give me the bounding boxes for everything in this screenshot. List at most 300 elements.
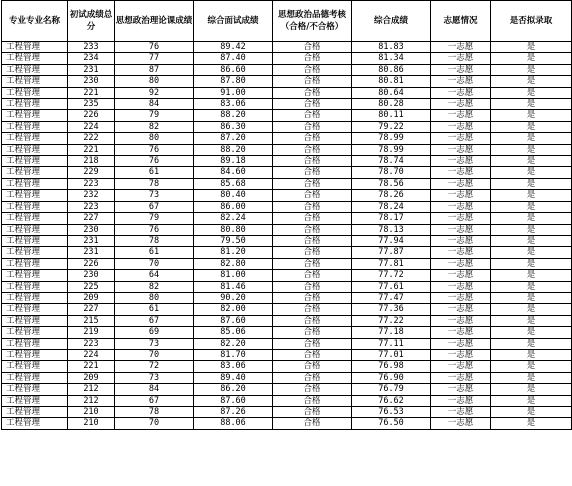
table-row	[2, 224, 572, 235]
cell-interview-score: 84.60	[194, 167, 273, 178]
cell-major: 工程管理	[2, 167, 68, 178]
cell-initial-score: 224	[68, 349, 115, 360]
cell-interview-score: 91.00	[194, 87, 273, 98]
cell-interview-score: 79.50	[194, 235, 273, 246]
cell-admitted: 是	[491, 292, 572, 303]
cell-major: 工程管理	[2, 235, 68, 246]
cell-moral-assessment: 合格	[273, 338, 352, 349]
cell-politics-score: 73	[115, 338, 194, 349]
cell-overall-score: 78.99	[352, 144, 431, 155]
cell-initial-score: 221	[68, 87, 115, 98]
cell-admitted: 是	[491, 53, 572, 64]
cell-major: 工程管理	[2, 407, 68, 418]
table-row	[2, 407, 572, 418]
cell-politics-score: 80	[115, 76, 194, 87]
cell-initial-score: 226	[68, 110, 115, 121]
header-moral-assessment: 思想政治品德考核（合格/不合格）	[273, 1, 352, 42]
cell-politics-score: 64	[115, 270, 194, 281]
cell-politics-score: 67	[115, 315, 194, 326]
cell-overall-score: 76.62	[352, 395, 431, 406]
cell-moral-assessment: 合格	[273, 270, 352, 281]
table-row	[2, 292, 572, 303]
cell-major: 工程管理	[2, 213, 68, 224]
cell-major: 工程管理	[2, 361, 68, 372]
cell-overall-score: 78.26	[352, 190, 431, 201]
cell-admitted: 是	[491, 178, 572, 189]
cell-preference: 一志愿	[431, 121, 491, 132]
cell-overall-score: 76.53	[352, 407, 431, 418]
cell-admitted: 是	[491, 213, 572, 224]
cell-initial-score: 230	[68, 76, 115, 87]
cell-moral-assessment: 合格	[273, 76, 352, 87]
cell-moral-assessment: 合格	[273, 361, 352, 372]
cell-preference: 一志愿	[431, 338, 491, 349]
cell-politics-score: 82	[115, 281, 194, 292]
cell-initial-score: 209	[68, 372, 115, 383]
cell-overall-score: 81.83	[352, 42, 431, 53]
cell-overall-score: 77.87	[352, 247, 431, 258]
cell-moral-assessment: 合格	[273, 304, 352, 315]
cell-politics-score: 78	[115, 178, 194, 189]
cell-moral-assessment: 合格	[273, 167, 352, 178]
cell-admitted: 是	[491, 384, 572, 395]
cell-major: 工程管理	[2, 270, 68, 281]
cell-moral-assessment: 合格	[273, 292, 352, 303]
cell-moral-assessment: 合格	[273, 213, 352, 224]
cell-politics-score: 92	[115, 87, 194, 98]
cell-politics-score: 76	[115, 156, 194, 167]
cell-interview-score: 88.20	[194, 110, 273, 121]
table-row	[2, 53, 572, 64]
table-row	[2, 327, 572, 338]
cell-major: 工程管理	[2, 76, 68, 87]
cell-initial-score: 227	[68, 304, 115, 315]
cell-preference: 一志愿	[431, 53, 491, 64]
cell-moral-assessment: 合格	[273, 42, 352, 53]
cell-politics-score: 72	[115, 361, 194, 372]
cell-admitted: 是	[491, 201, 572, 212]
cell-preference: 一志愿	[431, 144, 491, 155]
cell-initial-score: 212	[68, 384, 115, 395]
cell-interview-score: 81.46	[194, 281, 273, 292]
cell-admitted: 是	[491, 281, 572, 292]
cell-preference: 一志愿	[431, 178, 491, 189]
cell-admitted: 是	[491, 110, 572, 121]
cell-initial-score: 212	[68, 395, 115, 406]
cell-preference: 一志愿	[431, 372, 491, 383]
cell-politics-score: 76	[115, 224, 194, 235]
cell-moral-assessment: 合格	[273, 87, 352, 98]
cell-politics-score: 84	[115, 99, 194, 110]
cell-admitted: 是	[491, 338, 572, 349]
cell-politics-score: 76	[115, 42, 194, 53]
table-row	[2, 76, 572, 87]
cell-preference: 一志愿	[431, 133, 491, 144]
cell-preference: 一志愿	[431, 395, 491, 406]
cell-politics-score: 87	[115, 64, 194, 75]
cell-overall-score: 77.18	[352, 327, 431, 338]
cell-major: 工程管理	[2, 42, 68, 53]
cell-politics-score: 73	[115, 190, 194, 201]
cell-major: 工程管理	[2, 327, 68, 338]
cell-overall-score: 76.50	[352, 418, 431, 429]
cell-interview-score: 80.80	[194, 224, 273, 235]
cell-moral-assessment: 合格	[273, 327, 352, 338]
cell-moral-assessment: 合格	[273, 247, 352, 258]
cell-interview-score: 86.60	[194, 64, 273, 75]
cell-admitted: 是	[491, 327, 572, 338]
cell-politics-score: 82	[115, 121, 194, 132]
cell-admitted: 是	[491, 258, 572, 269]
cell-initial-score: 221	[68, 361, 115, 372]
cell-overall-score: 80.81	[352, 76, 431, 87]
cell-interview-score: 88.06	[194, 418, 273, 429]
cell-interview-score: 86.30	[194, 121, 273, 132]
table-row	[2, 213, 572, 224]
cell-politics-score: 78	[115, 235, 194, 246]
cell-interview-score: 89.18	[194, 156, 273, 167]
cell-moral-assessment: 合格	[273, 395, 352, 406]
cell-politics-score: 67	[115, 201, 194, 212]
cell-interview-score: 89.40	[194, 372, 273, 383]
cell-moral-assessment: 合格	[273, 110, 352, 121]
cell-preference: 一志愿	[431, 167, 491, 178]
table-row	[2, 110, 572, 121]
cell-preference: 一志愿	[431, 64, 491, 75]
cell-preference: 一志愿	[431, 190, 491, 201]
cell-overall-score: 76.79	[352, 384, 431, 395]
cell-overall-score: 78.24	[352, 201, 431, 212]
table-row	[2, 144, 572, 155]
cell-major: 工程管理	[2, 224, 68, 235]
cell-major: 工程管理	[2, 178, 68, 189]
cell-overall-score: 77.22	[352, 315, 431, 326]
cell-politics-score: 76	[115, 144, 194, 155]
cell-interview-score: 81.20	[194, 247, 273, 258]
cell-initial-score: 223	[68, 338, 115, 349]
cell-politics-score: 70	[115, 258, 194, 269]
cell-overall-score: 80.11	[352, 110, 431, 121]
cell-admitted: 是	[491, 190, 572, 201]
cell-preference: 一志愿	[431, 292, 491, 303]
cell-moral-assessment: 合格	[273, 407, 352, 418]
cell-major: 工程管理	[2, 144, 68, 155]
cell-admitted: 是	[491, 372, 572, 383]
cell-initial-score: 209	[68, 292, 115, 303]
cell-major: 工程管理	[2, 99, 68, 110]
cell-major: 工程管理	[2, 395, 68, 406]
cell-interview-score: 83.06	[194, 361, 273, 372]
cell-preference: 一志愿	[431, 384, 491, 395]
cell-major: 工程管理	[2, 201, 68, 212]
cell-moral-assessment: 合格	[273, 258, 352, 269]
cell-preference: 一志愿	[431, 213, 491, 224]
cell-overall-score: 77.36	[352, 304, 431, 315]
cell-admitted: 是	[491, 133, 572, 144]
cell-major: 工程管理	[2, 292, 68, 303]
table-row	[2, 133, 572, 144]
header-interview-score: 综合面试成绩	[194, 1, 273, 42]
cell-initial-score: 219	[68, 327, 115, 338]
cell-overall-score: 78.56	[352, 178, 431, 189]
cell-moral-assessment: 合格	[273, 178, 352, 189]
cell-initial-score: 223	[68, 201, 115, 212]
cell-interview-score: 89.42	[194, 42, 273, 53]
cell-major: 工程管理	[2, 372, 68, 383]
cell-moral-assessment: 合格	[273, 99, 352, 110]
cell-major: 工程管理	[2, 121, 68, 132]
cell-interview-score: 87.80	[194, 76, 273, 87]
cell-preference: 一志愿	[431, 235, 491, 246]
cell-preference: 一志愿	[431, 110, 491, 121]
cell-initial-score: 226	[68, 258, 115, 269]
table-row	[2, 201, 572, 212]
cell-admitted: 是	[491, 99, 572, 110]
cell-major: 工程管理	[2, 110, 68, 121]
cell-overall-score: 78.17	[352, 213, 431, 224]
cell-initial-score: 210	[68, 407, 115, 418]
cell-politics-score: 73	[115, 372, 194, 383]
table-row	[2, 349, 572, 360]
header-politics-score: 思想政治理论课成绩	[115, 1, 194, 42]
cell-overall-score: 78.99	[352, 133, 431, 144]
table-row	[2, 418, 572, 429]
cell-moral-assessment: 合格	[273, 315, 352, 326]
cell-admitted: 是	[491, 42, 572, 53]
cell-initial-score: 233	[68, 42, 115, 53]
cell-admitted: 是	[491, 87, 572, 98]
cell-moral-assessment: 合格	[273, 224, 352, 235]
cell-interview-score: 82.80	[194, 258, 273, 269]
cell-overall-score: 80.64	[352, 87, 431, 98]
cell-overall-score: 77.47	[352, 292, 431, 303]
cell-politics-score: 80	[115, 133, 194, 144]
cell-politics-score: 84	[115, 384, 194, 395]
table-row	[2, 235, 572, 246]
cell-initial-score: 235	[68, 99, 115, 110]
cell-admitted: 是	[491, 121, 572, 132]
table-row	[2, 167, 572, 178]
cell-preference: 一志愿	[431, 315, 491, 326]
cell-preference: 一志愿	[431, 407, 491, 418]
cell-initial-score: 227	[68, 213, 115, 224]
cell-politics-score: 69	[115, 327, 194, 338]
cell-admitted: 是	[491, 315, 572, 326]
cell-initial-score: 225	[68, 281, 115, 292]
cell-major: 工程管理	[2, 133, 68, 144]
cell-major: 工程管理	[2, 338, 68, 349]
cell-politics-score: 79	[115, 213, 194, 224]
cell-initial-score: 224	[68, 121, 115, 132]
cell-admitted: 是	[491, 407, 572, 418]
cell-preference: 一志愿	[431, 42, 491, 53]
cell-politics-score: 61	[115, 304, 194, 315]
cell-moral-assessment: 合格	[273, 418, 352, 429]
header-row	[2, 1, 572, 42]
cell-overall-score: 77.01	[352, 349, 431, 360]
cell-moral-assessment: 合格	[273, 156, 352, 167]
cell-politics-score: 67	[115, 395, 194, 406]
cell-initial-score: 222	[68, 133, 115, 144]
cell-interview-score: 81.70	[194, 349, 273, 360]
cell-moral-assessment: 合格	[273, 190, 352, 201]
cell-initial-score: 231	[68, 235, 115, 246]
cell-initial-score: 215	[68, 315, 115, 326]
cell-initial-score: 231	[68, 247, 115, 258]
cell-moral-assessment: 合格	[273, 121, 352, 132]
cell-politics-score: 78	[115, 407, 194, 418]
cell-overall-score: 79.22	[352, 121, 431, 132]
cell-preference: 一志愿	[431, 247, 491, 258]
cell-interview-score: 87.20	[194, 133, 273, 144]
table-row	[2, 338, 572, 349]
cell-overall-score: 77.72	[352, 270, 431, 281]
cell-admitted: 是	[491, 349, 572, 360]
table-row	[2, 121, 572, 132]
table-row	[2, 99, 572, 110]
cell-interview-score: 86.00	[194, 201, 273, 212]
cell-major: 工程管理	[2, 315, 68, 326]
cell-moral-assessment: 合格	[273, 372, 352, 383]
header-major: 专业专业名称	[2, 1, 68, 42]
cell-overall-score: 81.34	[352, 53, 431, 64]
cell-interview-score: 87.60	[194, 315, 273, 326]
table-row	[2, 247, 572, 258]
cell-moral-assessment: 合格	[273, 201, 352, 212]
cell-preference: 一志愿	[431, 224, 491, 235]
cell-admitted: 是	[491, 235, 572, 246]
cell-preference: 一志愿	[431, 270, 491, 281]
cell-politics-score: 79	[115, 110, 194, 121]
cell-politics-score: 61	[115, 247, 194, 258]
table-row	[2, 42, 572, 53]
cell-major: 工程管理	[2, 87, 68, 98]
cell-major: 工程管理	[2, 247, 68, 258]
cell-major: 工程管理	[2, 64, 68, 75]
cell-admitted: 是	[491, 167, 572, 178]
table-body	[2, 42, 572, 430]
cell-interview-score: 90.20	[194, 292, 273, 303]
cell-major: 工程管理	[2, 384, 68, 395]
cell-interview-score: 87.40	[194, 53, 273, 64]
table-row	[2, 361, 572, 372]
cell-admitted: 是	[491, 418, 572, 429]
table-row	[2, 64, 572, 75]
cell-major: 工程管理	[2, 418, 68, 429]
cell-interview-score: 83.06	[194, 99, 273, 110]
table-row	[2, 258, 572, 269]
cell-initial-score: 230	[68, 224, 115, 235]
cell-initial-score: 232	[68, 190, 115, 201]
cell-admitted: 是	[491, 224, 572, 235]
header-overall-score: 综合成绩	[352, 1, 431, 42]
cell-interview-score: 87.60	[194, 395, 273, 406]
cell-preference: 一志愿	[431, 87, 491, 98]
cell-major: 工程管理	[2, 281, 68, 292]
cell-preference: 一志愿	[431, 201, 491, 212]
admission-table	[1, 0, 572, 430]
cell-major: 工程管理	[2, 190, 68, 201]
cell-politics-score: 77	[115, 53, 194, 64]
cell-preference: 一志愿	[431, 258, 491, 269]
cell-preference: 一志愿	[431, 361, 491, 372]
cell-initial-score: 234	[68, 53, 115, 64]
cell-admitted: 是	[491, 156, 572, 167]
cell-initial-score: 229	[68, 167, 115, 178]
table-row	[2, 156, 572, 167]
cell-overall-score: 80.28	[352, 99, 431, 110]
cell-moral-assessment: 合格	[273, 349, 352, 360]
cell-interview-score: 81.00	[194, 270, 273, 281]
cell-interview-score: 82.20	[194, 338, 273, 349]
table-row	[2, 395, 572, 406]
cell-admitted: 是	[491, 270, 572, 281]
table-row	[2, 190, 572, 201]
cell-initial-score: 221	[68, 144, 115, 155]
cell-initial-score: 218	[68, 156, 115, 167]
table-row	[2, 87, 572, 98]
header-admitted: 是否拟录取	[491, 1, 572, 42]
cell-major: 工程管理	[2, 304, 68, 315]
cell-admitted: 是	[491, 361, 572, 372]
table-row	[2, 384, 572, 395]
cell-politics-score: 61	[115, 167, 194, 178]
cell-politics-score: 70	[115, 349, 194, 360]
cell-preference: 一志愿	[431, 156, 491, 167]
cell-interview-score: 80.40	[194, 190, 273, 201]
cell-preference: 一志愿	[431, 418, 491, 429]
cell-preference: 一志愿	[431, 99, 491, 110]
cell-preference: 一志愿	[431, 327, 491, 338]
table-row	[2, 178, 572, 189]
cell-initial-score: 210	[68, 418, 115, 429]
cell-overall-score: 77.11	[352, 338, 431, 349]
cell-politics-score: 80	[115, 292, 194, 303]
cell-admitted: 是	[491, 304, 572, 315]
header-initial-score: 初试成绩总分	[68, 1, 115, 42]
cell-major: 工程管理	[2, 156, 68, 167]
cell-admitted: 是	[491, 76, 572, 87]
table-row	[2, 372, 572, 383]
cell-initial-score: 223	[68, 178, 115, 189]
cell-preference: 一志愿	[431, 349, 491, 360]
cell-major: 工程管理	[2, 258, 68, 269]
cell-overall-score: 78.13	[352, 224, 431, 235]
cell-moral-assessment: 合格	[273, 64, 352, 75]
cell-admitted: 是	[491, 144, 572, 155]
cell-moral-assessment: 合格	[273, 235, 352, 246]
cell-overall-score: 77.81	[352, 258, 431, 269]
table-row	[2, 281, 572, 292]
cell-interview-score: 86.20	[194, 384, 273, 395]
cell-overall-score: 77.61	[352, 281, 431, 292]
table-row	[2, 304, 572, 315]
cell-preference: 一志愿	[431, 281, 491, 292]
cell-moral-assessment: 合格	[273, 144, 352, 155]
table-row	[2, 315, 572, 326]
cell-overall-score: 78.70	[352, 167, 431, 178]
cell-admitted: 是	[491, 247, 572, 258]
cell-overall-score: 76.90	[352, 372, 431, 383]
cell-interview-score: 88.20	[194, 144, 273, 155]
cell-major: 工程管理	[2, 349, 68, 360]
cell-moral-assessment: 合格	[273, 281, 352, 292]
cell-overall-score: 80.86	[352, 64, 431, 75]
cell-preference: 一志愿	[431, 76, 491, 87]
cell-overall-score: 78.74	[352, 156, 431, 167]
cell-overall-score: 76.98	[352, 361, 431, 372]
cell-interview-score: 85.68	[194, 178, 273, 189]
